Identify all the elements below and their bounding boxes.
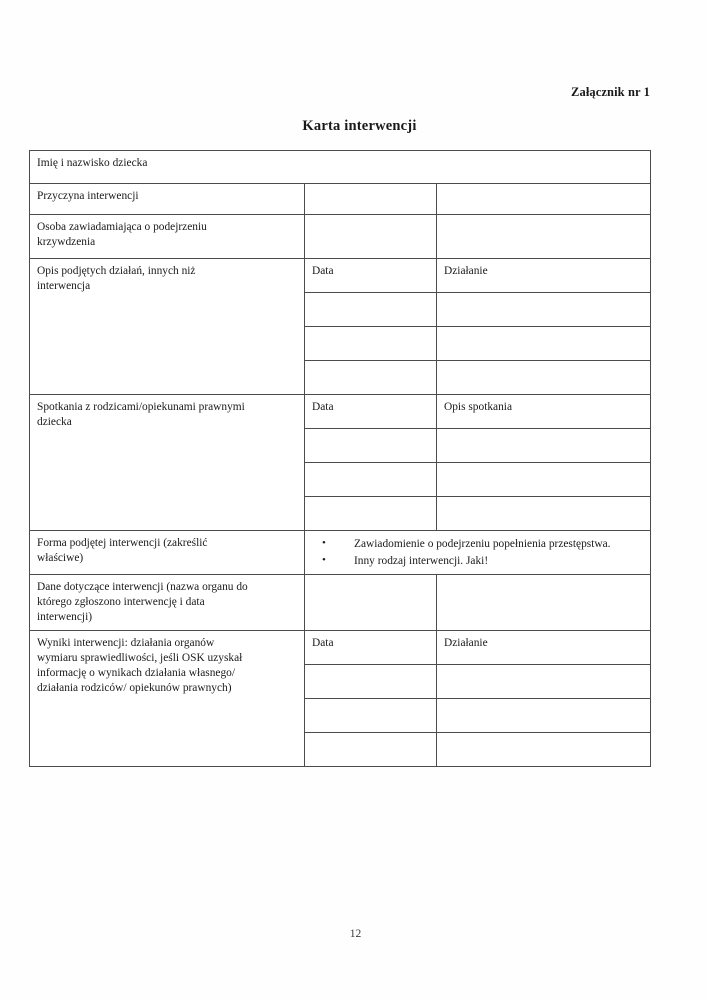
field-input-meetings-description-3[interactable] <box>437 497 651 531</box>
field-input-reason-date[interactable] <box>305 184 437 215</box>
intervention-form-table <box>29 150 651 767</box>
field-label-results-line2: wymiaru sprawiedliwości, jeśli OSK uzyskał <box>37 651 243 664</box>
field-input-intervention-data-date[interactable] <box>305 575 437 630</box>
field-input-results-date-3[interactable] <box>305 732 437 766</box>
field-label-intervention-data-line2: którego zgłoszono interwencję i data <box>37 596 205 609</box>
field-input-intervention-data-value[interactable] <box>437 575 651 630</box>
field-label-intervention-data-line3: interwencji) <box>37 611 93 624</box>
field-input-actions-date-2[interactable] <box>305 327 437 361</box>
field-label-notifier <box>30 215 305 259</box>
field-input-actions-date-3[interactable] <box>305 361 437 395</box>
field-label-results-line3: informację o wynikach działania własnego/ <box>37 666 235 679</box>
field-label-intervention-form-line1: Forma podjętej interwencji (zakreślić <box>37 537 208 549</box>
table-row-intervention-data <box>30 575 651 630</box>
field-label-meetings <box>30 395 305 531</box>
field-input-meetings-date-3[interactable] <box>305 497 437 531</box>
column-header-results-action: Działanie <box>437 630 651 664</box>
column-header-meetings-date: Data <box>305 395 437 429</box>
field-label-notifier-line2: krzywdzenia <box>37 236 96 249</box>
table-row-results-header <box>30 630 651 664</box>
table-row-notifier <box>30 215 651 259</box>
attachment-label: Załącznik nr 1 <box>571 85 650 99</box>
field-input-actions-action-1[interactable] <box>437 293 651 327</box>
intervention-option-list <box>312 536 644 569</box>
column-header-actions-action: Działanie <box>437 259 651 293</box>
field-label-reason: Przyczyna interwencji <box>30 184 305 215</box>
field-label-intervention-form <box>30 531 305 575</box>
field-label-meetings-line2: dziecka <box>37 416 72 429</box>
field-input-meetings-date-1[interactable] <box>305 429 437 463</box>
table-row-intervention-form <box>30 531 651 575</box>
intervention-form-options <box>305 531 651 575</box>
bullet-icon: • <box>322 537 326 549</box>
field-label-results-line1: Wyniki interwencji: działania organów <box>37 636 215 649</box>
page-title <box>0 118 707 135</box>
field-label-child-name: Imię i nazwisko dziecka <box>30 151 651 184</box>
page-number <box>0 928 707 940</box>
intervention-option-item[interactable] <box>312 553 644 569</box>
field-label-results-line4: działania rodziców/ opiekunów prawnych) <box>37 681 232 694</box>
intervention-option-label: Inny rodzaj interwencji. Jaki! <box>354 555 489 568</box>
field-input-results-date-1[interactable] <box>305 664 437 698</box>
field-input-actions-date-1[interactable] <box>305 293 437 327</box>
table-row-meetings-header <box>30 395 651 429</box>
field-input-notifier-value[interactable] <box>437 215 651 259</box>
field-input-meetings-description-1[interactable] <box>437 429 651 463</box>
table-row-actions-header <box>30 259 651 293</box>
field-input-actions-action-3[interactable] <box>437 361 651 395</box>
intervention-option-label: Zawiadomienie o podejrzeniu popełnienia przestępstwa. <box>354 538 611 550</box>
field-input-results-action-3[interactable] <box>437 732 651 766</box>
page-title-text: Karta interwencji <box>302 118 417 134</box>
field-input-results-action-2[interactable] <box>437 698 651 732</box>
field-input-notifier-date[interactable] <box>305 215 437 259</box>
field-label-intervention-form-line2: właściwe) <box>37 552 84 565</box>
field-label-actions <box>30 259 305 395</box>
field-input-meetings-description-2[interactable] <box>437 463 651 497</box>
field-label-notifier-line1: Osoba zawiadamiająca o podejrzeniu <box>37 221 207 233</box>
field-input-results-action-1[interactable] <box>437 664 651 698</box>
field-label-results <box>30 630 305 766</box>
field-input-meetings-date-2[interactable] <box>305 463 437 497</box>
field-label-intervention-data <box>30 575 305 630</box>
table-row-child-name <box>30 151 651 184</box>
field-input-reason-value[interactable] <box>437 184 651 215</box>
field-input-results-date-2[interactable] <box>305 698 437 732</box>
column-header-actions-date: Data <box>305 259 437 293</box>
column-header-meetings-description: Opis spotkania <box>437 395 651 429</box>
field-input-actions-action-2[interactable] <box>437 327 651 361</box>
table-row-reason <box>30 184 651 215</box>
page-number-text: 12 <box>349 928 362 940</box>
column-header-results-date: Data <box>305 630 437 664</box>
bullet-icon: • <box>322 554 326 567</box>
field-label-actions-line2: interwencja <box>37 280 91 293</box>
intervention-option-item[interactable] <box>312 536 644 552</box>
field-label-intervention-data-line1: Dane dotyczące interwencji (nazwa organu do <box>37 581 248 594</box>
field-label-meetings-line1: Spotkania z rodzicami/opiekunami prawnymi <box>37 401 245 413</box>
field-label-actions-line1: Opis podjętych działań, innych niż <box>37 265 196 277</box>
